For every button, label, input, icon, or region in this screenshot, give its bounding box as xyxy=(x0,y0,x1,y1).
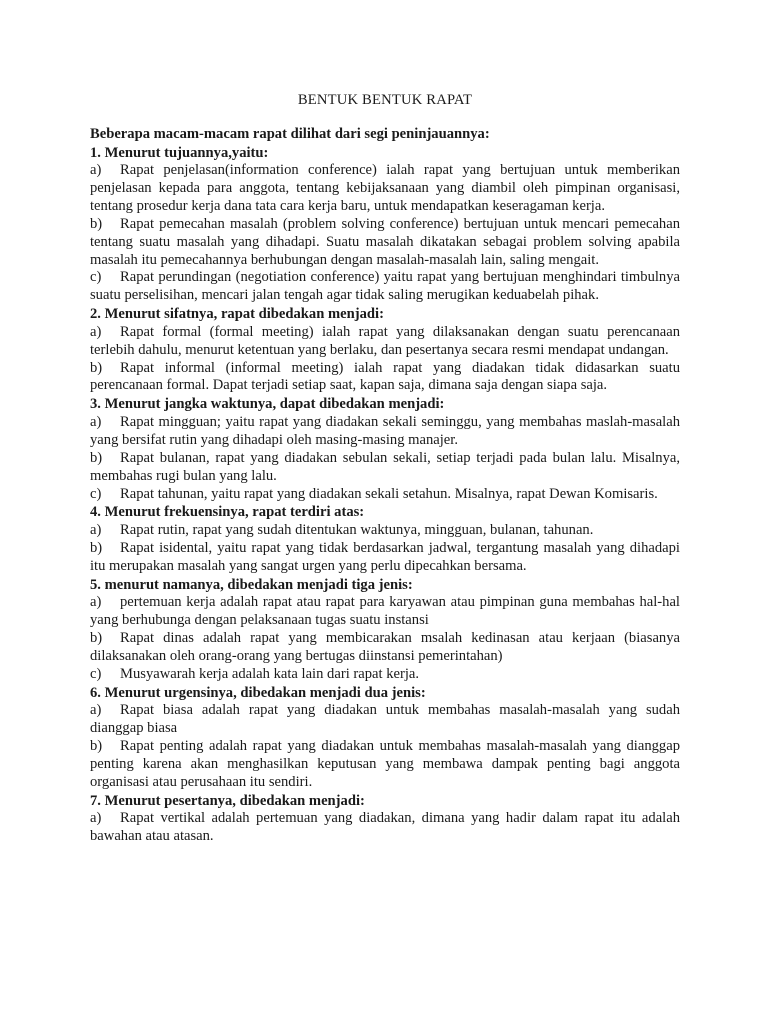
list-item xyxy=(90,216,680,270)
item-text: Rapat pemecahan masalah (problem solving conference) bertujuan untuk mencari pemecahan tentang suatu masalah yang dihadapi. Suatu masalah dikatakan sebagai problem solving apabila masalah itu pemecahannya berhubungan dengan masalah-masalah lain, saling mengait. xyxy=(90,215,680,268)
item-text: Rapat mingguan; yaitu rapat yang diadakan sekali seminggu, yang membahas maslah-masalah yang bersifat rutin yang dihadapi oleh masing-masing manajer. xyxy=(90,413,680,448)
item-text: Rapat dinas adalah rapat yang membicarakan msalah kedinasan atau kerjaan (biasanya dilaksanakan oleh orang-orang yang bertugas diinstansi pemerintahan) xyxy=(90,629,680,664)
item-marker: c) xyxy=(90,269,102,286)
item-text: Rapat informal (informal meeting) ialah rapat yang diadakan tidak didasarkan suatu perencanaan formal. Dapat terjadi setiap saat, kapan saja, dimana saja dengan siapa saja. xyxy=(90,359,680,394)
item-marker: a) xyxy=(90,702,102,719)
list-item xyxy=(90,414,680,450)
section-heading-5: 5. menurut namanya, dibedakan menjadi tiga jenis: xyxy=(90,576,413,593)
item-text: Rapat vertikal adalah pertemuan yang diadakan, dimana yang hadir dalam rapat itu adalah bawahan atau atasan. xyxy=(90,810,680,845)
item-marker: b) xyxy=(90,449,103,466)
item-text: Rapat biasa adalah rapat yang diadakan untuk membahas masalah-masalah yang sudah dianggap biasa xyxy=(90,702,680,737)
list-item xyxy=(90,162,680,216)
section-heading-1: 1. Menurut tujuannya,yaitu: xyxy=(90,144,269,161)
item-text: Musyawarah kerja adalah kata lain dari rapat kerja. xyxy=(120,665,420,682)
item-text: Rapat perundingan (negotiation conference) yaitu rapat yang bertujuan menghindari timbulnya suatu perselisihan, mencari jalan tengah agar tidak saling merugikan keduabelah pihak. xyxy=(90,269,680,304)
list-item xyxy=(90,666,680,684)
document-title: BENTUK BENTUK RAPAT xyxy=(297,92,473,108)
item-text: Rapat isidental, yaitu rapat yang tidak berdasarkan jadwal, tergantung masalah yang dihadapi itu merupakan masalah yang sangat urgen yang perlu dipecahkan bersama. xyxy=(90,539,680,574)
item-marker: c) xyxy=(90,665,102,682)
section-heading-3: 3. Menurut jangka waktunya, dapat dibedakan menjadi: xyxy=(90,396,445,413)
list-item xyxy=(90,324,680,360)
list-item xyxy=(90,450,680,486)
list-item xyxy=(90,486,680,504)
item-marker: a) xyxy=(90,323,102,340)
item-text: Rapat penjelasan(information conference) ialah rapat yang bertujuan untuk memberikan penjelasan kepada para anggota, tentang kebijaksanaan yang diambil oleh pimpinan organisasi, tentang prosedur kerja dana tata cara kerja baru, untuk mendapatkan keseragaman kerja. xyxy=(90,162,680,214)
item-text: Rapat tahunan, yaitu rapat yang diadakan sekali setahun. Misalnya, rapat Dewan Komisaris. xyxy=(120,485,658,502)
item-marker: b) xyxy=(90,539,103,556)
list-item xyxy=(90,702,680,738)
section-heading-6: 6. Menurut urgensinya, dibedakan menjadi dua jenis: xyxy=(90,684,426,701)
item-marker: b) xyxy=(90,629,103,646)
section-heading-4: 4. Menurut frekuensinya, rapat terdiri atas: xyxy=(90,504,365,521)
item-marker: a) xyxy=(90,810,102,827)
item-text: pertemuan kerja adalah rapat atau rapat para karyawan atau pimpinan guna membahas hal-hal yang berhubunga dengan pelaksanaan tugas suatu instansi xyxy=(90,594,680,629)
item-marker: a) xyxy=(90,594,102,611)
item-text: Rapat bulanan, rapat yang diadakan sebulan sekali, setiap terjadi pada bulan lalu. Misalnya, membahas rugi bulan yang lalu. xyxy=(90,449,680,484)
list-item xyxy=(90,360,680,396)
list-item xyxy=(90,738,680,792)
item-marker: b) xyxy=(90,737,103,754)
list-item xyxy=(90,269,680,305)
item-marker: a) xyxy=(90,162,102,178)
item-marker: c) xyxy=(90,485,102,502)
item-text: Rapat penting adalah rapat yang diadakan untuk membahas masalah-masalah yang dianggap penting karena akan menghasilkan keputusan yang membawa dampak penting bagi anggota organisasi atau perusahaan itu sendiri. xyxy=(90,737,680,790)
item-marker: b) xyxy=(90,359,103,376)
list-item xyxy=(90,594,680,630)
item-text: Rapat rutin, rapat yang sudah ditentukan waktunya, mingguan, bulanan, tahunan. xyxy=(120,521,594,538)
item-text: Rapat formal (formal meeting) ialah rapat yang dilaksanakan dengan suatu perencanaan terlebih dahulu, menurut ketentuan yang berlaku, dan pesertanya secara resmi mendapat undangan. xyxy=(90,323,680,358)
list-item xyxy=(90,810,680,846)
section-heading-2: 2. Menurut sifatnya, rapat dibedakan menjadi: xyxy=(90,306,384,323)
intro-heading: Beberapa macam-macam rapat dilihat dari segi peninjauannya: xyxy=(90,126,490,142)
list-item xyxy=(90,540,680,576)
list-item xyxy=(90,630,680,666)
section-heading-7: 7. Menurut pesertanya, dibedakan menjadi: xyxy=(90,792,365,809)
list-item xyxy=(90,522,680,540)
item-marker: a) xyxy=(90,413,102,430)
item-marker: a) xyxy=(90,521,102,538)
item-marker: b) xyxy=(90,215,103,232)
